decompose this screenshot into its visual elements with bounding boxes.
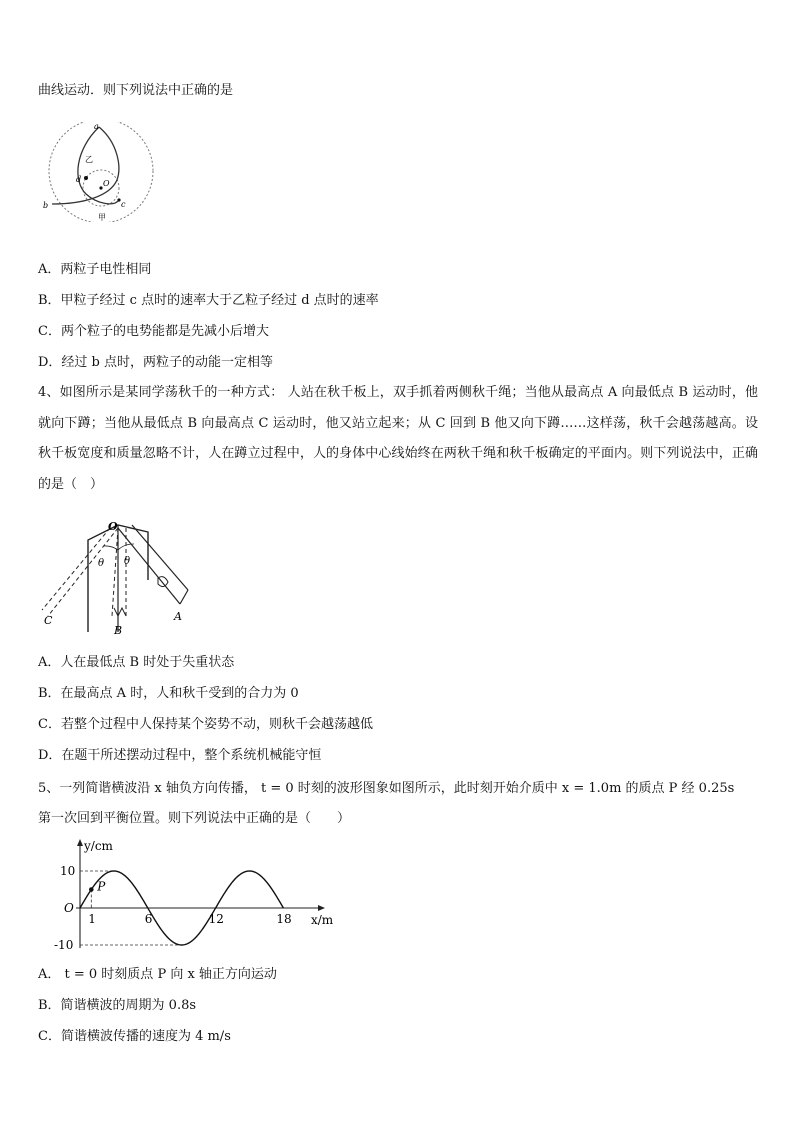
q5-option-b: B．简谐横波的周期为 0.8s xyxy=(38,998,197,1013)
point-p xyxy=(89,887,94,892)
label-a: a xyxy=(94,122,99,131)
q4-option-d: D．在题干所述摆动过程中，整个系统机械能守恒 xyxy=(38,748,322,763)
x-axis-arrow xyxy=(318,905,325,911)
label-theta-left: θ xyxy=(98,558,105,569)
q4-option-b: B．在最高点 A 时，人和秋千受到的合力为 0 xyxy=(38,686,299,701)
label-b: b xyxy=(43,201,49,210)
label-d: d xyxy=(76,175,82,184)
label-theta-right: θ xyxy=(124,556,131,567)
question-5-stem-line-2: 第一次回到平衡位置。则下列说法中正确的是（ ） xyxy=(38,811,351,826)
q5-option-c: C．简谐横波传播的速度为 4 m/s xyxy=(38,1029,231,1044)
rope-c-2 xyxy=(42,528,110,610)
angle-arc-left xyxy=(104,546,118,550)
q3-option-a: A．两粒子电性相同 xyxy=(38,262,152,277)
question-4-stem: 4、如图所示是某同学荡秋千的一种方式： 人站在秋千板上，双手抓着两侧秋千绳；当他从最高点 A 向最低点 B 运动时，他就向下蹲；当他从最低点 B 向最高点 C 运动时，他又站立起来；从 C 回到 B 他又向下蹲……这样荡，秋千会越荡越高。设秋千板宽度和质量忽略不计，人在蹲立过程中，人的身体中心线始终在两秋千绳和秋千板确定的平面内。则下列说法中，正确的是（ ） xyxy=(38,385,758,492)
person-at-b xyxy=(114,608,126,616)
rope-b xyxy=(112,528,118,616)
x-axis-label: x/m xyxy=(311,913,334,927)
charged-particle-figure xyxy=(42,122,162,222)
x-tick-labels xyxy=(88,912,291,926)
q3-option-b: B．甲粒子经过 c 点时的速率大于乙粒子经过 d 点时的速率 xyxy=(38,293,379,308)
label-o: O xyxy=(103,179,110,188)
origin-label: O xyxy=(64,901,74,915)
y-tick-label: 10 xyxy=(60,864,76,878)
q3-option-c: C．两个粒子的电势能都是先减小后增大 xyxy=(38,324,269,339)
question-5-stem-line-1: 5、一列简谐横波沿 x 轴负方向传播， t = 0 时刻的波形图象如图所示，此时刻开始介质中 x = 1.0m 的质点 P 经 0.25s xyxy=(38,781,735,796)
label-a: A xyxy=(174,610,182,623)
seat-a xyxy=(180,590,188,604)
q3-option-d: D．经过 b 点时，两粒子的动能一定相等 xyxy=(38,355,274,370)
y-tick-label: -10 xyxy=(54,938,74,952)
label-c: C xyxy=(44,614,53,627)
y-axis-label: y/cm xyxy=(84,839,113,853)
x-tick-label: 1 xyxy=(88,912,96,926)
label-yi: 乙 xyxy=(85,155,93,164)
label-o: O xyxy=(108,520,118,533)
x-tick-label: 12 xyxy=(208,912,224,926)
x-tick-label: 18 xyxy=(276,912,292,926)
particle-yi-trajectory xyxy=(78,127,119,204)
rope-c xyxy=(48,528,118,616)
x-tick-label: 6 xyxy=(144,912,153,926)
label-b: B xyxy=(114,624,123,637)
y-axis-arrow xyxy=(77,839,83,846)
wave-chart xyxy=(36,836,346,954)
label-jia: 甲 xyxy=(98,213,106,222)
point-d xyxy=(84,176,88,180)
q4-option-a: A．人在最低点 B 时处于失重状态 xyxy=(38,655,235,670)
outer-dotted-circle xyxy=(49,122,153,222)
swing-figure xyxy=(40,520,190,638)
q5-option-a: A． t = 0 时刻质点 P 向 x 轴正方向运动 xyxy=(38,967,277,982)
question-3-stem-tail: 曲线运动．则下列说法中正确的是 xyxy=(38,83,234,98)
q4-option-c: C．若整个过程中人保持某个姿势不动，则秋千会越荡越低 xyxy=(38,717,373,732)
label-c: c xyxy=(121,200,126,209)
point-p-label: P xyxy=(97,879,106,894)
